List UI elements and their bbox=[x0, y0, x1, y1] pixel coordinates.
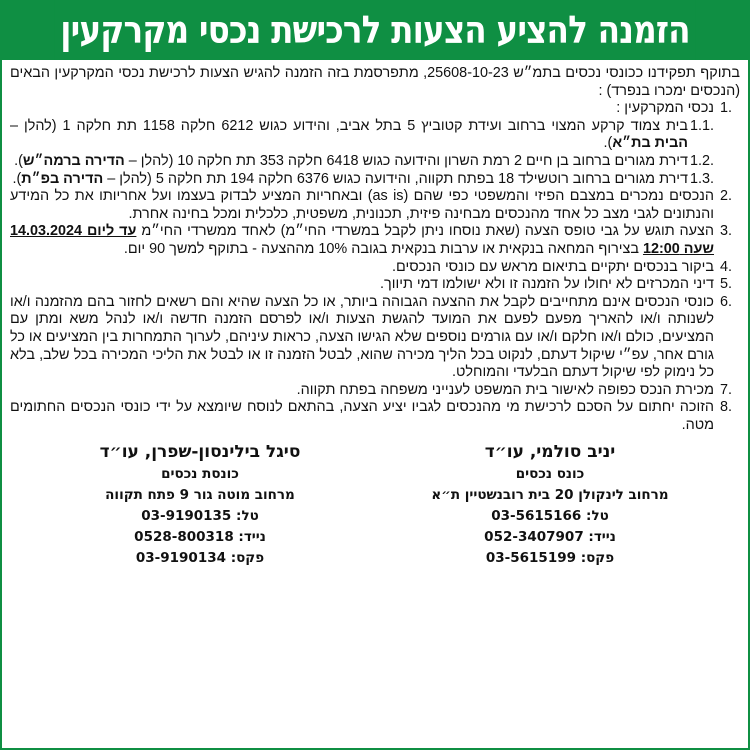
signatures bbox=[10, 440, 740, 569]
mobile-line bbox=[400, 527, 700, 548]
property-number: 1.1. bbox=[689, 117, 714, 134]
page-title: הזמנה להציע הצעות לרכישת נכסי מקרקעין bbox=[54, 0, 696, 60]
sections-list bbox=[10, 100, 740, 434]
property-short-name: הבית בת״א bbox=[612, 135, 688, 152]
section-text: הצעה תוגש על גבי טופס הצעה (שאת נוסחו ניתן לקבל במשרדי החי״מ) לאחד ממשרדי החי״מ bbox=[136, 223, 715, 240]
mobile-number: 052-3407907 bbox=[484, 529, 584, 546]
section-number: 3. bbox=[719, 223, 732, 240]
section-number: 6. bbox=[719, 293, 732, 310]
section-6 bbox=[10, 294, 740, 382]
phone-line bbox=[400, 506, 700, 527]
phone-number: 03-9190135 bbox=[141, 508, 232, 525]
section-number: 8. bbox=[719, 399, 732, 416]
section-text: ביקור בנכסים יתקיים בתיאום מראש עם כונסי הנכסים. bbox=[392, 258, 714, 275]
section-text: מכירת הנכס כפופה לאישור בית המשפט לענייני משפחה בפתח תקווה. bbox=[296, 381, 714, 398]
property-item bbox=[10, 118, 714, 153]
property-item bbox=[10, 171, 714, 189]
signatory-address: מרחוב מוטה גור 9 פתח תקווה bbox=[105, 487, 295, 504]
phone-label: טל: bbox=[236, 508, 259, 525]
fax-line bbox=[400, 548, 700, 569]
property-text: דירת מגורים ברחוב בן חיים 2 רמת השרון והידועה כגוש 6418 חלקה 353 תת חלקה 10 (להלן – bbox=[124, 152, 688, 169]
title-bar bbox=[2, 0, 748, 60]
signatory-address: מרחוב לינקולן 20 בית רובנשטיין ת״א bbox=[431, 487, 669, 504]
property-tail: ). bbox=[14, 152, 23, 169]
fax-number: 03-5615199 bbox=[485, 550, 577, 567]
section-text: נכסי המקרקעין : bbox=[616, 100, 714, 117]
mobile-line bbox=[50, 527, 350, 548]
section-7 bbox=[10, 382, 740, 400]
property-tail: ). bbox=[603, 135, 613, 152]
phone-line bbox=[50, 506, 350, 527]
section-number: 1. bbox=[719, 100, 732, 117]
mobile-number: 0528-800318 bbox=[134, 529, 234, 546]
section-number: 5. bbox=[719, 276, 732, 293]
signatory-role: כונסת נכסים bbox=[161, 466, 239, 483]
signatory-name: סיגל בילינסון-שפרן, עו״ד bbox=[99, 442, 301, 463]
section-number: 4. bbox=[719, 258, 732, 275]
mobile-label: נייד: bbox=[238, 529, 266, 546]
section-1 bbox=[10, 100, 740, 188]
property-number: 1.2. bbox=[689, 152, 714, 169]
property-number: 1.3. bbox=[689, 170, 714, 187]
section-3 bbox=[10, 223, 740, 258]
intro-paragraph: בתוקף תפקידנו ככונסי נכסים בתמ״ש 25608-10-23, מתפרסמת בזה הזמנה להגיש הצעות לרכישת נכסי המקרקעין הבאים (הנכסים ימכרו בנפרד) : bbox=[10, 65, 740, 99]
section-5 bbox=[10, 276, 740, 294]
property-text: בית צמוד קרקע המצוי ברחוב ועידת קטוביץ 5 בתל אביב, והידוע כגוש 6212 חלקה 1158 תת חלקה 1 (להלן – bbox=[10, 117, 688, 134]
property-short-name: הדירה בפ״ת bbox=[21, 170, 104, 187]
notice-body bbox=[2, 60, 748, 569]
signatory-name: יניב סולמי, עו״ד bbox=[484, 442, 616, 463]
properties-list bbox=[10, 118, 714, 188]
mobile-label: נייד: bbox=[588, 529, 616, 546]
fax-line bbox=[50, 548, 350, 569]
section-text: הנכסים נמכרים במצבם הפיזי והמשפטי כפי שהם (as is) ובאחריות המציע לבדוק בעצמו ועל אחריותו את כל המידע והנתונים לגבי מצב כל אחד מהנכסים מבחינה פיזית, תכנונית, משפטית, כלכלית ומכל בחינה אחרת. bbox=[10, 188, 715, 222]
fax-number: 03-9190134 bbox=[135, 550, 227, 567]
property-text: דירת מגורים ברחוב רוטשילד 18 בפתח תקווה, והידועה כגוש 6376 חלקה 194 תת חלקה 5 (להלן – bbox=[103, 170, 688, 187]
signatory-role: כונס נכסים bbox=[515, 466, 585, 483]
section-text: דיני המכרזים לא יחולו על הזמנה זו ולא ישולמו דמי תיווך. bbox=[380, 276, 714, 293]
submission-deadline: עד ליום 14.03.2024 שעה 12:00 bbox=[10, 223, 714, 257]
section-8 bbox=[10, 399, 740, 434]
section-text-cont: בצירוף המחאה בנקאית או ערבות בנקאית בגובה 10% מההצעה - בתוקף למשך 90 יום. bbox=[123, 240, 643, 257]
fax-label: פקס: bbox=[580, 550, 615, 567]
section-text: הזוכה יחתום על הסכם לרכישת מי מהנכסים לגביו יציע הצעה, בהתאם לנוסח שיומצא על ידי כונסי הנכסים החתומים מטה. bbox=[10, 399, 714, 433]
phone-label: טל: bbox=[586, 508, 609, 525]
section-4 bbox=[10, 259, 740, 277]
section-text: כונסי הנכסים אינם מתחייבים לקבל את ההצעה הגבוהה ביותר, או כל הצעה שהיא והם רשאים לחזור בהם מהזמנה ו/או לשנותה ו/או להאריך מפעם לפעם את המועד להגשת הצעות ו/או לפרסם הזמנה חדשה ו/או לנהל משא ומתן עם המציעים, כולם ו/או חלקם ו/או עם גורמים נוספים שלא הגישו הצעה, כראות עיניהם, לערוך התמחרות בין המציעים או כל גורם אחר, עפ״י שיקול דעתם, לנקוט בכל הליך מכירה שהוא, לבטל הזמנה זו או לבטל את הליכי המכירה בכל שלב, בלא כל נימוק לפי שיקול דעתם הבלעדי והמוחלט. bbox=[10, 293, 714, 381]
section-number: 7. bbox=[719, 381, 732, 398]
signatory-bilinson bbox=[50, 440, 350, 569]
property-item bbox=[10, 153, 714, 171]
signatory-solmi bbox=[400, 440, 700, 569]
section-number: 2. bbox=[719, 188, 732, 205]
phone-number: 03-5615166 bbox=[491, 508, 582, 525]
property-tail: ). bbox=[12, 170, 22, 187]
fax-label: פקס: bbox=[230, 550, 265, 567]
property-short-name: הדירה ברמה״ש bbox=[22, 152, 125, 169]
section-2 bbox=[10, 188, 740, 223]
